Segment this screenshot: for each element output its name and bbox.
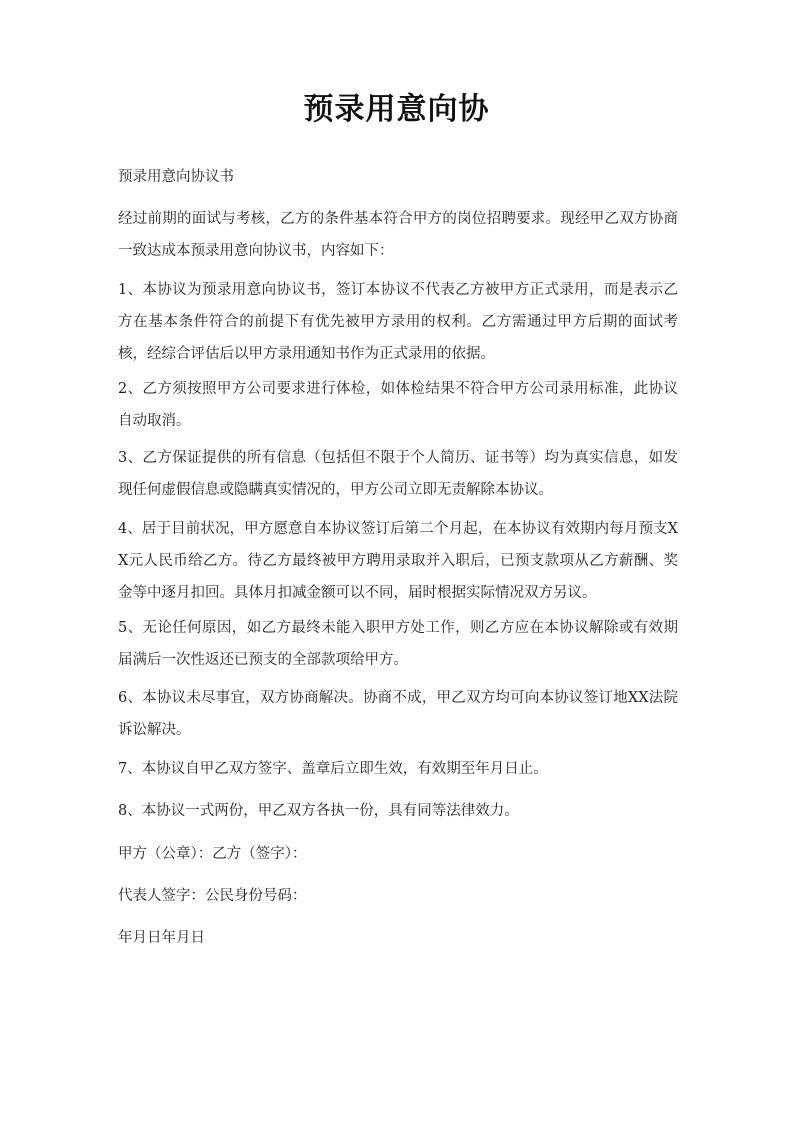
clause-1-paragraph: 1、本协议为预录用意向协议书，签订本协议不代表乙方被甲方正式录用，而是表示乙方在基本条件符合的前提下有优先被甲方录用的权利。乙方需通过甲方后期的面试考核，经综合评估后以甲方录用通知书作为正式录用的依据。: [118, 282, 678, 362]
clause-8-paragraph: 8、本协议一式两份，甲乙双方各执一份，具有同等法律效力。: [118, 803, 519, 819]
clause-2-paragraph: 2、乙方须按照甲方公司要求进行体检，如体检结果不符合甲方公司录用标准，此协议自动取消。: [118, 381, 678, 429]
clause-7-paragraph: 7、本协议自甲乙双方签字、盖章后立即生效，有效期至年月日止。: [118, 761, 548, 777]
signature-parties-line: 甲方（公章）：乙方（签字）：: [118, 846, 307, 862]
intro-paragraph: 经过前期的面试与考核，乙方的条件基本符合甲方的岗位招聘要求。现经甲乙双方协商一致达成本预录用意向协议书，内容如下：: [118, 211, 678, 259]
clause-4-paragraph: 4、居于目前状况，甲方愿意自本协议签订后第二个月起，在本协议有效期内每月预支XX元人民币给乙方。待乙方最终被甲方聘用录取并入职后，已预支款项从乙方薪酬、奖金等中逐月扣回。具体月扣减金额可以不同，届时根据实际情况双方另议。: [118, 521, 678, 601]
date-line: 年月日年月日: [118, 930, 205, 946]
clause-5-paragraph: 5、无论任何原因，如乙方最终未能入职甲方处工作，则乙方应在本协议解除或有效期届满后一次性返还已预支的全部款项给甲方。: [118, 620, 678, 668]
representative-id-line: 代表人签字：公民身份号码：: [118, 888, 307, 904]
subtitle-paragraph: 预录用意向协议书: [118, 169, 234, 185]
document-title: 预录用意向协: [303, 92, 490, 127]
clause-6-paragraph: 6、本协议未尽事宜，双方协商解决。协商不成，甲乙双方均可向本协议签订地XX法院诉讼解决。: [118, 690, 678, 738]
clause-3-paragraph: 3、乙方保证提供的所有信息（包括但不限于个人简历、证书等）均为真实信息，如发现任何虚假信息或隐瞒真实情况的，甲方公司立即无责解除本协议。: [118, 450, 678, 498]
